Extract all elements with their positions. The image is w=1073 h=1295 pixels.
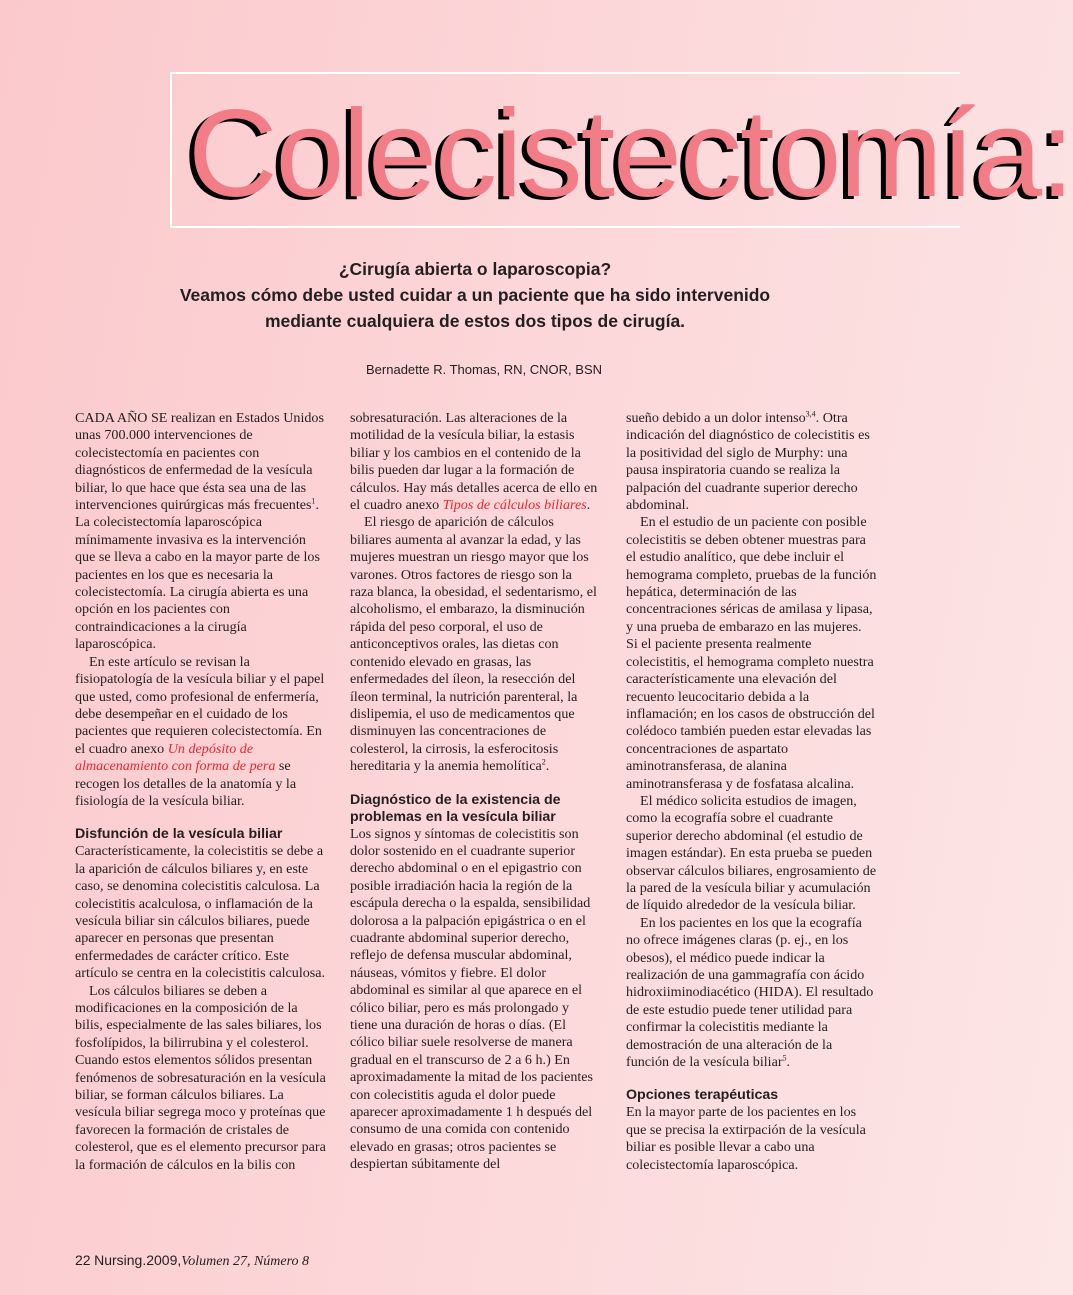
paragraph: Si el paciente presenta realmente colecistitis, el hemograma completo nuestra característicamente una elevación del recuento leucocitario debida a la inflamación; en los casos de obstrucción del colédoco también pueden estar elevadas las concentraciones de aspartato aminotransferasa, de alanina aminotransferasa y de fosfatasa alcalina. xyxy=(626,636,875,792)
deck-line-1: ¿Cirugía abierta o laparoscopia? xyxy=(338,259,612,279)
column-2 xyxy=(350,410,598,1174)
reference-superscript: 3,4 xyxy=(805,409,816,419)
reference-superscript: 2 xyxy=(541,757,546,767)
paragraph: Los cálculos biliares se deben a modificaciones en la composición de la bilis, especialmente de las sales biliares, los fosfolípidos, la bilirrubina y el colesterol. Cuando estos elementos sólidos presentan fenómenos de sobresaturación en la vesícula biliar, se forman cálculos biliares. La vesícula biliar segrega moco y proteínas que favorecen la formación de cristales de colesterol, que es el elemento precursor para la formación de cálculos en la bilis con xyxy=(75,982,326,1173)
page-number: 22 xyxy=(75,1252,91,1268)
deck-line-3: mediante cualquiera de estos dos tipos de cirugía. xyxy=(264,311,686,331)
paragraph: El riesgo de aparición de cálculos biliares aumenta al avanzar la edad, y las mujeres muestran un riesgo mayor que los varones. Otros factores de riesgo son la raza blanca, la obesidad, el sedentarismo, el alcoholismo, el embarazo, la disminución rápida del peso corporal, el uso de anticonceptivos orales, las dietas con contenido elevado en grasas, las enfermedades del íleon, la resección del íleon terminal, la nutrición parenteral, la dislipemia, el uso de medicamentos que disminuyen las concentraciones de colesterol, la cirrosis, la esferocitosis hereditaria y la anemia hemolítica$^2$. xyxy=(350,514,597,775)
intro-paragraph: CADA AÑO SE realizan en Estados Unidos unas 700.000 intervenciones de colecistectomía en pacientes con diagnósticos de enfermedad de la vesícula biliar, lo que hace que ésta sea una de las intervenciones quirúrgicas más frecuentes$^1$. La colecistectomía laparoscópica mínimamente invasiva es la intervención que se lleva a cabo en la mayor parte de los pacientes en los que es necesaria la colecistectomía. La cirugía abierta es una opción en los pacientes con contraindicaciones a la cirugía laparoscópica. xyxy=(75,410,324,653)
paragraph: En los pacientes en los que la ecografía no ofrece imágenes claras (p. ej., en los obesos), el médico puede indicar la realización de una gammagrafía con ácido hidroxiiminodiacético (HIDA). El resultado de este estudio puede tener utilidad para confirmar la colecistitis mediante la demostración de una alteración de la función de la vesícula biliar$^5$. xyxy=(626,914,874,1071)
article-title: Colecistectomía: xyxy=(188,85,1073,223)
section-heading-disfuncion: Disfunción de la vesícula biliar xyxy=(75,826,283,843)
author-byline: Bernadette R. Thomas, RN, CNOR, BSN xyxy=(366,362,603,377)
column-3 xyxy=(626,410,878,1174)
section-heading-diagnostico: Diagnóstico de la existencia de problemas en la vesícula biliar xyxy=(350,791,561,825)
paragraph: Los signos y síntomas de colecistitis son dolor sostenido en el cuadrante superior derecho abdominal o en el epigastrio con posible irradiación hacia la región de la escápula derecha o la espalda, sensibilidad dolorosa a la palpación epigástrica o en el cuadrante abdominal superior derecho, reflejo de defensa muscular abdominal, náuseas, vómitos y fiebre. El dolor abdominal es similar al que aparece en el cólico biliar, pero es más prolongado y tiene una duración de horas o días. (El cólico biliar suele resolverse de manera gradual en el transcurso de 2 a 6 h.) En aproximadamente la mitad de los pacientes con colecistitis aguda el dolor puede aparecer aproximadamente 1 h después del consumo de una comida con contenido elevado en grasas; otros pacientes se despiertan súbitamente del xyxy=(350,825,594,1173)
paragraph: sobresaturación. Las alteraciones de la motilidad de la vesícula biliar, la estasis biliar y los cambios en el contenido de la bilis pueden dar lugar a la formación de cálculos. Hay más detalles acerca de ello en el cuadro anexo Tipos de cálculos biliares. xyxy=(350,410,598,514)
sidebar-link-deposito[interactable]: Un depósito de almacenamiento con forma de pera xyxy=(75,740,276,775)
paragraph: En el estudio de un paciente con posible colecistitis se deben obtener muestras para el estudio analítico, que debe incluir el hemograma completo, pruebas de la función hepática, determinación de las concentraciones séricas de amilasa y lipasa, y una prueba de embarazo en las mujeres. xyxy=(626,514,877,635)
column-1 xyxy=(75,410,327,1174)
article-deck xyxy=(140,256,810,334)
magazine-name: Nursing.2009, xyxy=(94,1252,182,1268)
paragraph: El médico solicita estudios de imagen, como la ecografía sobre el cuadrante superior derecho abdominal (el estudio de imagen estándar). En esta prueba se pueden observar cálculos biliares, engrosamiento de la pared de la vesícula biliar y acumulación de líquido alrededor de la vesícula biliar. xyxy=(626,792,877,914)
reference-superscript: 5 xyxy=(782,1053,787,1063)
paragraph: En la mayor parte de los pacientes en los que se precisa la extirpación de la vesícula biliar es posible llevar a cabo una colecistectomía laparoscópica. xyxy=(626,1104,866,1173)
paragraph: sueño debido a un dolor intenso$^{3,4}$. Otra indicación del diagnóstico de colecistitis es la positividad del siglo de Murphy: una pausa inspiratoria cuando se realiza la palpación del cuadrante superior derecho abdominal. xyxy=(626,409,870,514)
reference-superscript: 1 xyxy=(311,496,316,506)
deck-line-2: Veamos cómo debe usted cuidar a un paciente que ha sido intervenido xyxy=(179,285,771,305)
paragraph: Característicamente, la colecistitis se debe a la aparición de cálculos biliares y, en este caso, se denomina colecistitis calculosa. La colecistitis acalculosa, o inflamación de la vesícula biliar sin cálculos biliares, puede aparecer en personas que presentan enfermedades de carácter crítico. Este artículo se centra en la colecistitis calculosa. xyxy=(75,843,326,982)
page-footer xyxy=(75,1252,309,1270)
issue-volume: Volumen 27, Número 8 xyxy=(181,1254,310,1269)
section-heading-opciones: Opciones terapéuticas xyxy=(626,1087,779,1104)
sidebar-link-tipos-calculos[interactable]: Tipos de cálculos biliares xyxy=(442,497,587,514)
paragraph: En este artículo se revisan la fisiopatología de la vesícula biliar y el papel que usted, como profesional de enfermería, debe desempeñar en el cuidado de los pacientes que requieren colecistectomía. En el cuadro anexo Un depósito de almacenamiento con forma de pera se recogen los detalles de la anatomía y la fisiología de la vesícula biliar. xyxy=(75,653,325,809)
